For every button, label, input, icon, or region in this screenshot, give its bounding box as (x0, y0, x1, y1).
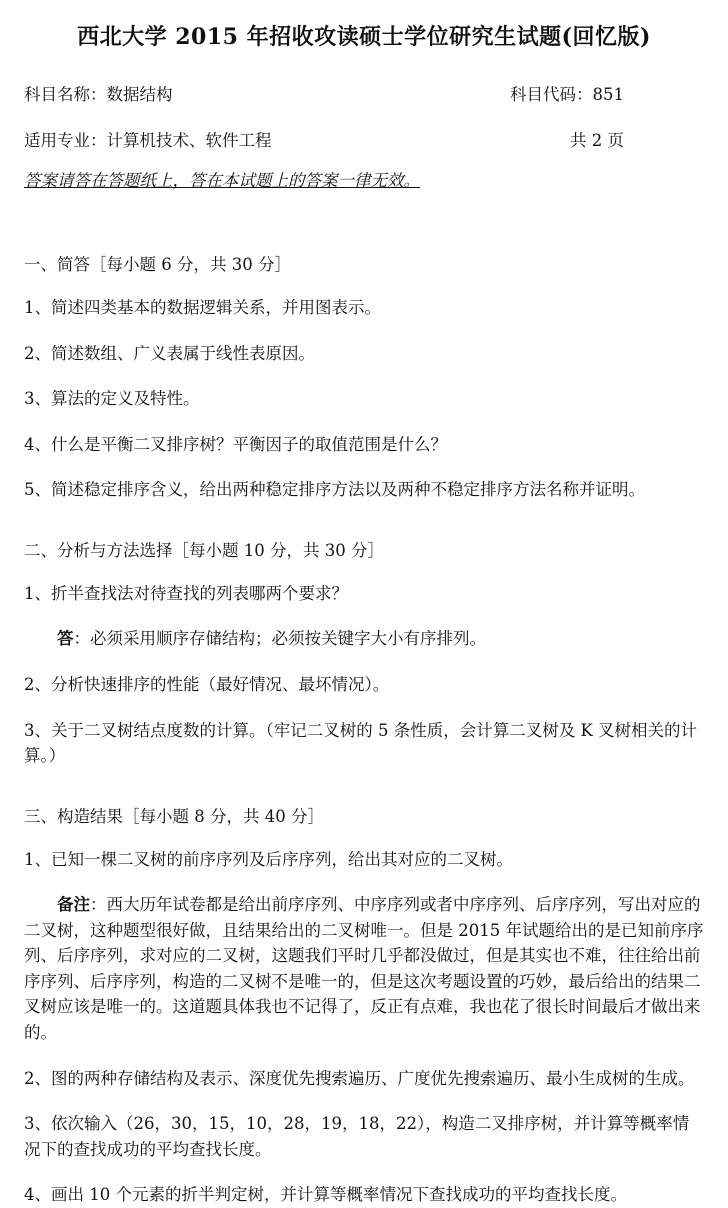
answer-notice: 答案请答在答题纸上，答在本试题上的答案一律无效。 (24, 171, 420, 190)
section-2-answer-1 (24, 626, 704, 652)
note-label: 备注 (57, 895, 90, 915)
section-2-title: 二、分析与方法选择［每小题 10 分，共 30 分］ (24, 540, 384, 560)
section-1-question-2: 2、简述数组、广义表属于线性表原因。 (24, 343, 315, 363)
subject-code: 科目代码：851 (510, 85, 624, 104)
section-2-question-2: 2、分析快速排序的性能（最好情况、最坏情况）。 (24, 674, 390, 694)
section-1-question-3: 3、算法的定义及特性。 (24, 389, 200, 409)
note-text: ：西大历年试卷都是给出前序序列、中序序列或者中序序列、后序序列，写出对应的二叉树，这种题型很好做，且结果给出的二叉树唯一。但是 2015 年试题给出的是已知前序序列、后序序列，求对应的二叉树，这题我们平时几乎都没做过，但是其实也不难，往往给出前序序列、后序序列，构造的二叉树不是唯一的，但是这次考题设置的巧妙，最后给出的结果二叉树应该是唯一的。这道题具体我也不记得了，反正有点难，我也花了很长时间最后才做出来的。 (24, 895, 704, 1042)
meta-row-majors (24, 127, 704, 151)
answer-text: ：必须采用顺序存储结构；必须按关键字大小有序排列。 (73, 629, 486, 649)
meta-row-subject (24, 81, 704, 105)
section-3-note (24, 892, 704, 1045)
section-1-question-4: 4、什么是平衡二叉排序树？平衡因子的取值范围是什么？ (24, 434, 447, 454)
exam-title: 西北大学 2015 年招收攻读硕士学位研究生试题(回忆版) (77, 24, 651, 50)
section-3-question-2: 2、图的两种存储结构及表示、深度优先搜索遍历、广度优先搜索遍历、最小生成树的生成。 (24, 1068, 695, 1088)
section-3-question-1: 1、已知一棵二叉树的前序序列及后序序列，给出其对应的二叉树。 (24, 849, 513, 869)
section-1-question-5: 5、简述稳定排序含义，给出两种稳定排序方法以及两种不稳定排序方法名称并证明。 (24, 480, 645, 500)
section-3-question-3: 3、依次输入（26，30，15，10，28，19，18，22），构造二叉排序树，并计算等概率情况下的查找成功的平均查找长度。 (24, 1114, 690, 1159)
subject-name: 科目名称：数据结构 (24, 85, 173, 104)
section-3-question-4: 4、画出 10 个元素的折半判定树，并计算等概率情况下查找成功的平均查找长度。 (24, 1185, 627, 1205)
section-1-question-1: 1、简述四类基本的数据逻辑关系，并用图表示。 (24, 298, 381, 317)
applicable-majors: 适用专业：计算机技术、软件工程 (24, 131, 272, 150)
page-count: 共 2 页 (570, 131, 624, 150)
section-1-title: 一、简答［每小题 6 分，共 30 分］ (24, 255, 291, 274)
section-3-title: 三、构造结果［每小题 8 分，共 40 分］ (24, 806, 324, 826)
answer-label: 答 (57, 629, 74, 649)
section-2-question-3: 3、关于二叉树结点度数的计算。（牢记二叉树的 5 条性质，会计算二叉树及 K 叉树相关的计算。） (24, 720, 698, 766)
section-2-question-1: 1、折半查找法对待查找的列表哪两个要求？ (24, 583, 348, 603)
